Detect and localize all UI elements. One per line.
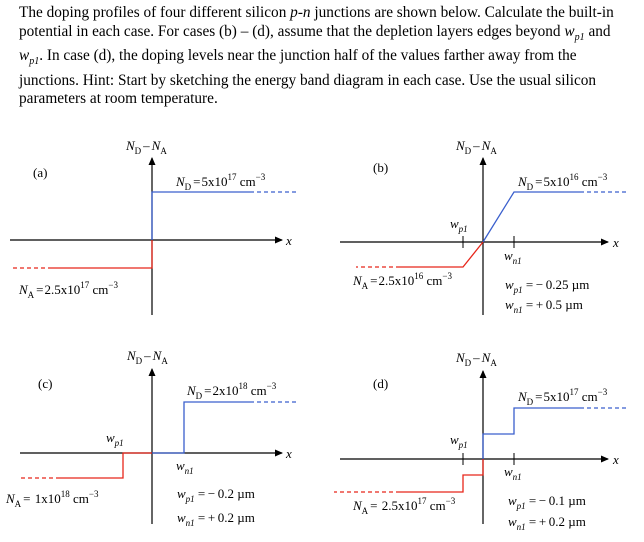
acceptor-profile bbox=[52, 240, 152, 268]
wp-label: $w_{p1}$ bbox=[450, 216, 468, 234]
donor-profile bbox=[483, 408, 580, 459]
acceptor-label: $N_A =2.5x10^{17}$ $cm^{-3}$ bbox=[19, 280, 118, 300]
x-axis-label: x bbox=[613, 452, 619, 467]
acceptor-profile bbox=[400, 459, 483, 492]
wn-value: $w_{n1}$ = + 0.5 µm bbox=[505, 297, 583, 315]
wn-label: $w_{n1}$ bbox=[504, 248, 522, 266]
wp-value: $w_{p1}$ = − 0.25 µm bbox=[505, 277, 590, 295]
donor-label: $N_D =5x10^{16}$ $cm^{-3}$ bbox=[518, 172, 608, 192]
acceptor-profile bbox=[60, 453, 152, 478]
donor-profile bbox=[152, 402, 250, 453]
wn-value: $w_{n1}$ = + 0.2 µm bbox=[508, 514, 586, 532]
acceptor-label: $N_A = 1x10^{18}$ $cm^{-3}$ bbox=[6, 489, 99, 509]
donor-label: $N_D =2x10^{18}$ $cm^{-3}$ bbox=[187, 381, 277, 401]
y-axis-label: $N_D - N_A$ bbox=[456, 138, 497, 156]
panel-d bbox=[334, 350, 626, 532]
wp-label: $w_{p1}$ bbox=[450, 432, 468, 450]
donor-label: $N_D =5x10^{17}$ $cm^{-3}$ bbox=[176, 172, 266, 192]
problem-statement: The doping profiles of four different silicon p-n junctions are shown below. Calculate the built-in potential in each case. For cases (b) – (d), assume that the depletion layers edges beyond $w_{p1}$ and $w_{p1}$. In case (d), the doping levels near the junction half of the values farther away from the junctions. Hint: Start by sketching the energy band diagram in each case. Use the usual silicon parameters at room temperature. bbox=[19, 4, 614, 108]
panel-tag: (c) bbox=[38, 376, 53, 391]
y-axis-label: $N_D - N_A$ bbox=[126, 138, 167, 156]
acceptor-label: $N_A =2.5x10^{16}$ $cm^{-3}$ bbox=[353, 271, 452, 291]
wn-label: $w_{n1}$ bbox=[504, 464, 522, 482]
panel-b bbox=[340, 138, 626, 315]
panel-a bbox=[10, 138, 296, 315]
x-axis-label: x bbox=[286, 233, 292, 248]
wn-value: $w_{n1}$ = + 0.2 µm bbox=[177, 510, 255, 528]
panel-tag: (b) bbox=[373, 160, 389, 175]
wp-value: $w_{p1}$ = − 0.1 µm bbox=[508, 493, 586, 511]
y-axis-label: $N_D - N_A$ bbox=[127, 348, 168, 366]
wp-label: $w_{p1}$ bbox=[106, 430, 124, 448]
y-axis-label: $N_D - N_A$ bbox=[456, 350, 497, 368]
acceptor-label: $N_A = 2.5x10^{17}$ $cm^{-3}$ bbox=[353, 496, 456, 516]
acceptor-profile bbox=[400, 242, 483, 267]
panel-tag: (d) bbox=[373, 376, 389, 391]
panel-c bbox=[5, 348, 296, 528]
wn-label: $w_{n1}$ bbox=[176, 458, 194, 476]
donor-profile bbox=[152, 192, 250, 240]
panel-tag: (a) bbox=[33, 165, 48, 180]
wp-value: $w_{p1}$ = − 0.2 µm bbox=[177, 486, 255, 504]
x-axis-label: x bbox=[286, 446, 292, 461]
x-axis-label: x bbox=[613, 235, 619, 250]
donor-profile bbox=[483, 192, 580, 242]
donor-label: $N_D =5x10^{17}$ $cm^{-3}$ bbox=[518, 387, 608, 407]
